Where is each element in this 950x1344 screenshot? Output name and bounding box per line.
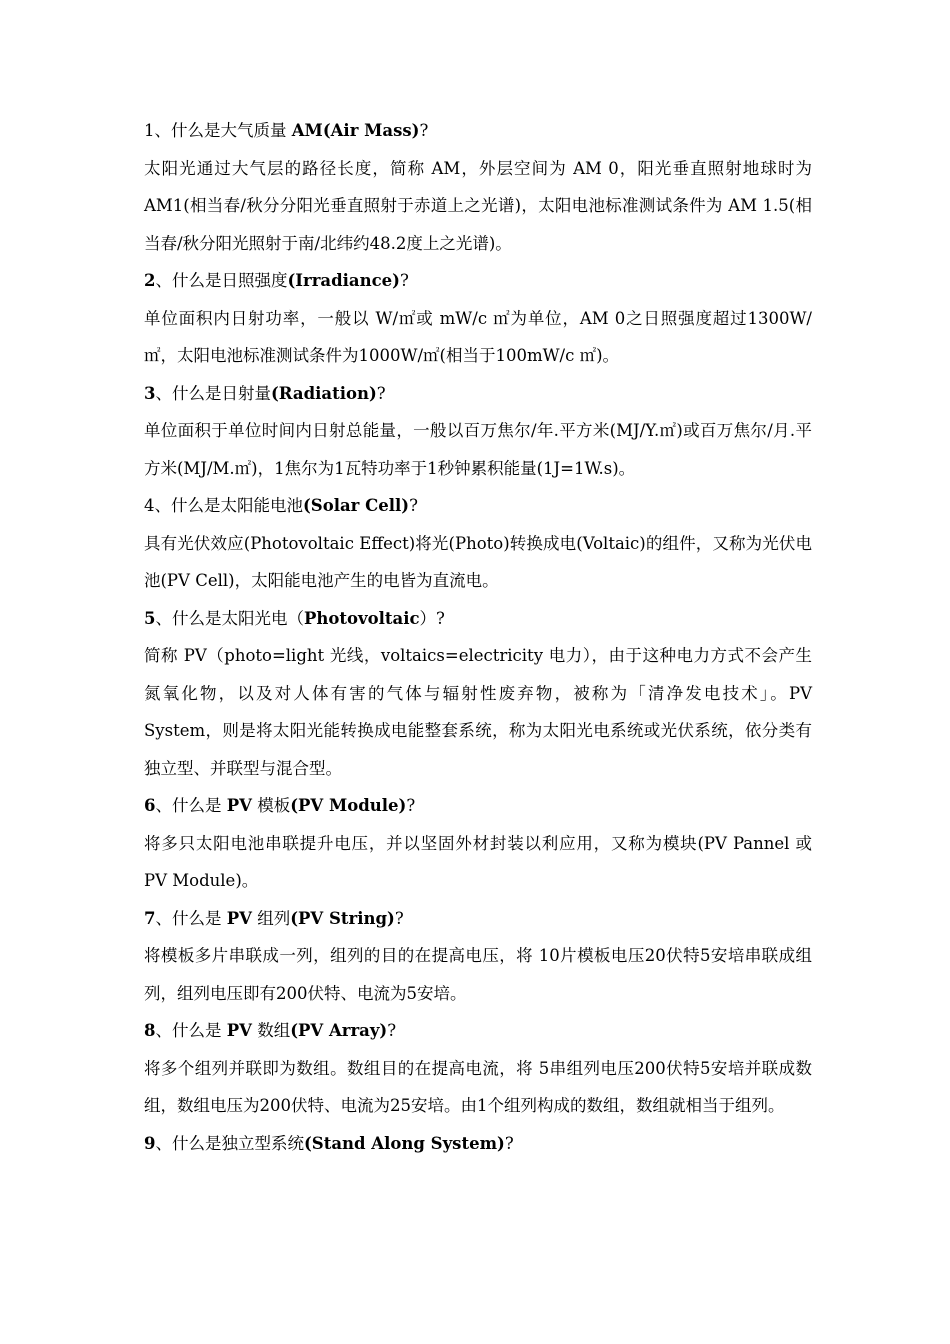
answer-4: 具有光伏效应(Photovoltaic Effect)将光(Photo)转换成电(Voltaic)的组件，又称为光伏电池(PV Cell)，太阳能电池产生的电皆为直流电。 <box>144 533 812 590</box>
answer-3: 单位面积于单位时间内日射总能量，一般以百万焦尔/年.平方米(MJ/Y.㎡)或百万焦尔/月.平方米(MJ/M.㎡)，1焦尔为1瓦特功率于1秒钟累积能量(1J=1W.s)。 <box>144 421 812 478</box>
answer-8: 将多个组列并联即为数组。数组目的在提高电流，将 5串组列电压200伏特5安培并联成数组，数组电压为200伏特、电流为25安培。由1个组列构成的数组，数组就相当于组列。 <box>144 1058 812 1115</box>
document-body <box>144 112 812 1162</box>
faq-item-4 <box>144 487 812 600</box>
question-6: 6、什么是 PV 模板(PV Module)? <box>144 796 416 815</box>
faq-item-2 <box>144 262 812 375</box>
question-9: 9、什么是独立型系统(Stand Along System)? <box>144 1133 514 1153</box>
question-4: 4、什么是太阳能电池(Solar Cell)? <box>144 496 418 515</box>
faq-item-9 <box>144 1125 812 1163</box>
faq-item-7 <box>144 900 812 1013</box>
answer-1: 太阳光通过大气层的路径长度，简称 AM，外层空间为 AM 0，阳光垂直照射地球时为 AM1(相当春/秋分分阳光垂直照射于赤道上之光谱)，太阳电池标准测试条件为 AM 1.5(相当春/秋分阳光照射于南/北纬约48.2度上之光谱)。 <box>144 158 812 253</box>
faq-item-6 <box>144 787 812 900</box>
faq-item-5 <box>144 600 812 788</box>
question-1: 1、什么是大气质量 AM(Air Mass)? <box>144 121 429 140</box>
answer-6: 将多只太阳电池串联提升电压，并以坚固外材封装以利应用，又称为模块(PV Pannel 或 PV Module)。 <box>144 833 812 890</box>
answer-2: 单位面积内日射功率，一般以 W/㎡或 mW/c ㎡为单位，AM 0之日照强度超过1300W/㎡，太阳电池标准测试条件为1000W/㎡(相当于100mW/c ㎡)。 <box>144 308 812 365</box>
faq-item-8 <box>144 1012 812 1125</box>
answer-7: 将模板多片串联成一列，组列的目的在提高电压，将 10片模板电压20伏特5安培串联成组列，组列电压即有200伏特、电流为5安培。 <box>144 946 812 1003</box>
question-5: 5、什么是太阳光电（Photovoltaic）? <box>144 608 445 628</box>
question-2: 2、什么是日照强度(Irradiance)? <box>144 271 409 290</box>
faq-item-1 <box>144 112 812 262</box>
question-8: 8、什么是 PV 数组(PV Array)? <box>144 1021 397 1040</box>
question-3: 3、什么是日射量(Radiation)? <box>144 383 386 403</box>
faq-item-3 <box>144 375 812 488</box>
question-7: 7、什么是 PV 组列(PV String)? <box>144 908 404 928</box>
answer-5: 简称 PV（photo=light 光线，voltaics=electricity 电力），由于这种电力方式不会产生氮氧化物，以及对人体有害的气体与辐射性废弃物，被称为「清净发电技术」。PV System，则是将太阳光能转换成电能整套系统，称为太阳光电系统或光伏系统，依分类有独立型、并联型与混合型。 <box>144 646 812 778</box>
